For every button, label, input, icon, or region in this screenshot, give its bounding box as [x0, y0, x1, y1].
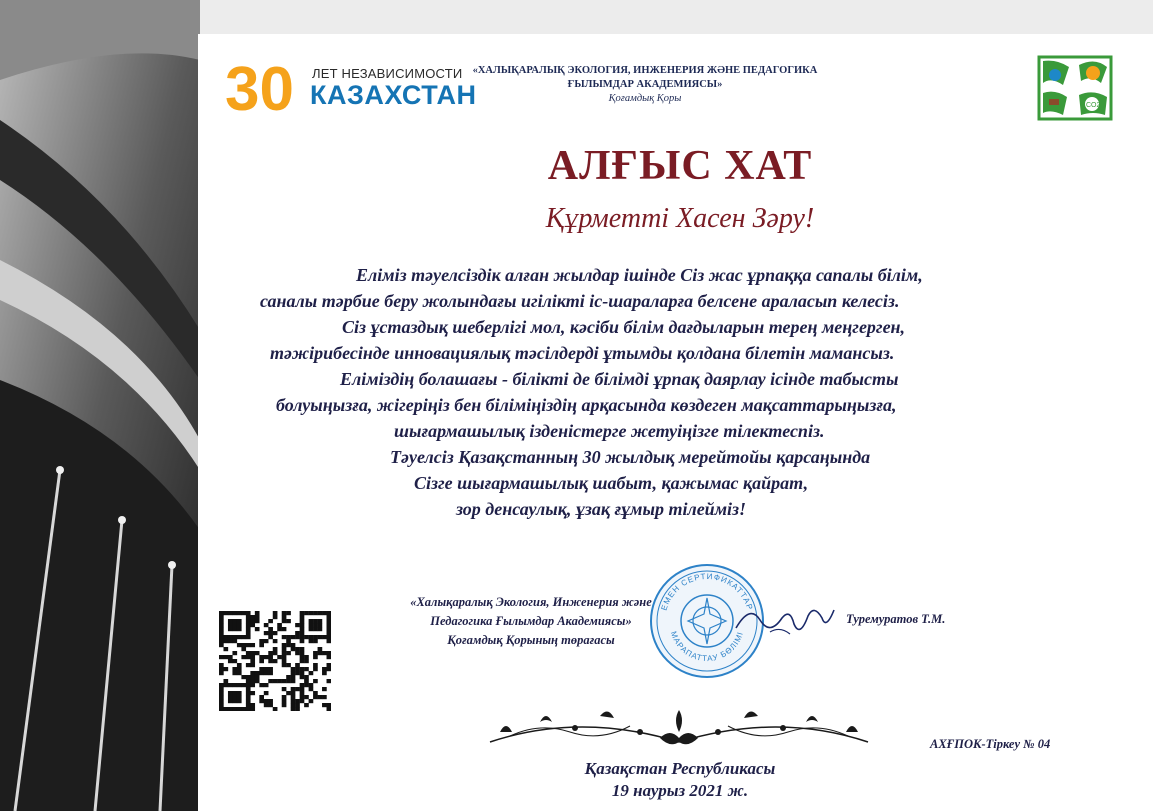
- org-name: «ХАЛЫҚАРАЛЫҚ ЭКОЛОГИЯ, ИНЖЕНЕРИЯ ЖӘНЕ ПЕДАГОГИКА ҒЫЛЫМДАР АКАДЕМИЯСЫ»: [472, 65, 818, 90]
- floral-ornament: [480, 702, 878, 760]
- logo-30-icon: [225, 52, 311, 122]
- body-line: тәжірибесінде инновациялық тәсілдерді ұтымды қолдана білетін мамансыз.: [270, 343, 895, 363]
- body-line: болуыңызға, жігеріңіз бен біліміңіздің арқасында көздеген мақсаттарыңызға,: [276, 395, 897, 415]
- signer-organization: [376, 593, 686, 650]
- country-name: Қазақстан Республикасы: [584, 759, 776, 778]
- svg-text:30: 30: [225, 55, 294, 122]
- independence-30-logo: [225, 52, 477, 122]
- qr-code-icon: [219, 611, 331, 711]
- body-line: Сізге шығармашылық шабыт, қажымас қайрат,: [414, 473, 809, 493]
- body-line: Еліміздің болашағы - білікті де білімді ұрпақ даярлау ісінде табысты: [340, 369, 899, 389]
- body-line: Тәуелсіз Қазақстанның 30 жылдық мерейтойы қарсаңында: [390, 447, 871, 467]
- svg-text:МАРАПАТТАУ БӨЛІМІ: МАРАПАТТАУ БӨЛІМІ: [668, 630, 746, 664]
- independence-line: ЛЕТ НЕЗАВИСИМОСТИ: [312, 66, 463, 81]
- org-sub: Қоғамдық Қоры: [608, 93, 682, 104]
- body-line: Еліміз тәуелсіздік алған жылдар ішінде Сіз жас ұрпаққа сапалы білім,: [356, 265, 923, 285]
- signer-name: Туремуратов Т.М.: [846, 612, 946, 626]
- footer-place-date: [540, 758, 820, 802]
- page-title: АЛҒЫС ХАТ: [547, 143, 813, 189]
- eco-academy-logo-icon: [1035, 55, 1115, 125]
- registration-number: АХҒПОК-Тіркеу № 04: [930, 737, 1051, 751]
- kazakhstan-logo-text: КАЗАХСТАН: [310, 80, 477, 110]
- svg-text:ЕМЕН СЕРТИФИКАТТАР: ЕМЕН СЕРТИФИКАТТАР: [659, 571, 755, 612]
- signer-org-line: Қоғамдық Қорының төрағасы: [447, 633, 615, 647]
- handwritten-signature: [730, 598, 840, 644]
- body-line: зор денсаулық, ұзақ ғұмыр тілейміз!: [456, 499, 747, 519]
- greeting: Құрметті Хасен Зәру!: [545, 203, 815, 234]
- signer-org-line: Педагогика Ғылымдар Академиясы»: [430, 614, 632, 628]
- signer-org-line: «Халықаралық Экология, Инженерия және: [410, 595, 652, 609]
- body-line: Сіз ұстаздық шеберлігі мол, кәсіби білім дағдыларын терең меңгерген,: [342, 317, 906, 337]
- body-line: шығармашылық ізденістерге жетуіңізге тілектеспіз.: [394, 421, 825, 441]
- issue-date: 19 наурыз 2021 ж.: [611, 781, 749, 800]
- org-header: [460, 64, 830, 106]
- body-line: саналы тәрбие беру жолындағы игілікті іс-шараларға белсене араласып келесіз.: [260, 291, 900, 311]
- svg-text:CO2: CO2: [1086, 102, 1101, 109]
